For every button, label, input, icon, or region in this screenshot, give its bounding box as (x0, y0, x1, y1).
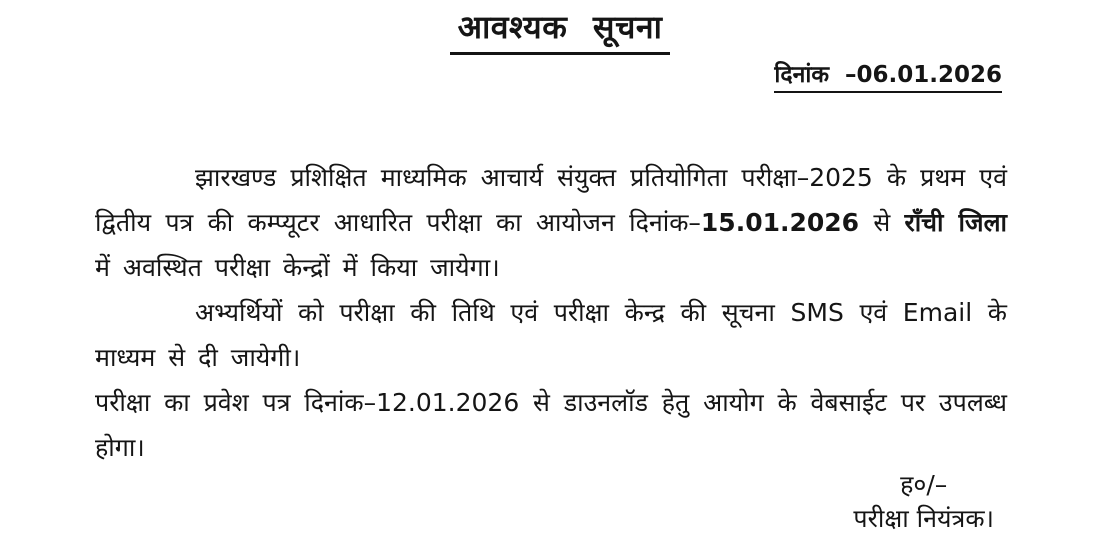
paragraph-admit-card: परीक्षा का प्रवेश पत्र दिनांक–12.01.2026 से डाउनलॉड हेतु आयोग के वेबसाईट पर उपलब्ध होगा। (95, 388, 1007, 462)
title-row (0, 0, 1120, 55)
exam-date-highlight: 15.01.2026 (700, 208, 860, 237)
signature-block (853, 468, 994, 536)
exam-schedule-text-1: झारखण्ड प्रशिक्षित माध्यमिक आचार्य संयुक्त प्रतियोगिता परीक्षा–2025 के प्रथम एवं द्वितीय पत्र की कम्प्यूटर आधारित परीक्षा का आयोजन दिनांक– (95, 163, 1007, 237)
exam-schedule-text-2: से (859, 208, 905, 237)
paragraph-exam-schedule (95, 155, 1007, 290)
exam-schedule-text-3: में अवस्थित परीक्षा केन्द्रों में किया जायेगा। (95, 253, 500, 282)
notice-date: दिनांक –06.01.2026 (774, 57, 1002, 93)
page-title: आवश्यक सूचना (450, 5, 671, 55)
notice-body (95, 155, 1007, 470)
paragraph-sms-email: अभ्यर्थियों को परीक्षा की तिथि एवं परीक्षा केन्द्र की सूचना SMS एवं Email के माध्यम से दी जायेगी। (95, 298, 1007, 372)
signatory-designation: परीक्षा नियंत्रक। (853, 504, 994, 533)
date-row (0, 57, 1120, 93)
district-highlight: राँची जिला (904, 208, 1007, 237)
signature-mark: ह०/– (900, 470, 948, 499)
